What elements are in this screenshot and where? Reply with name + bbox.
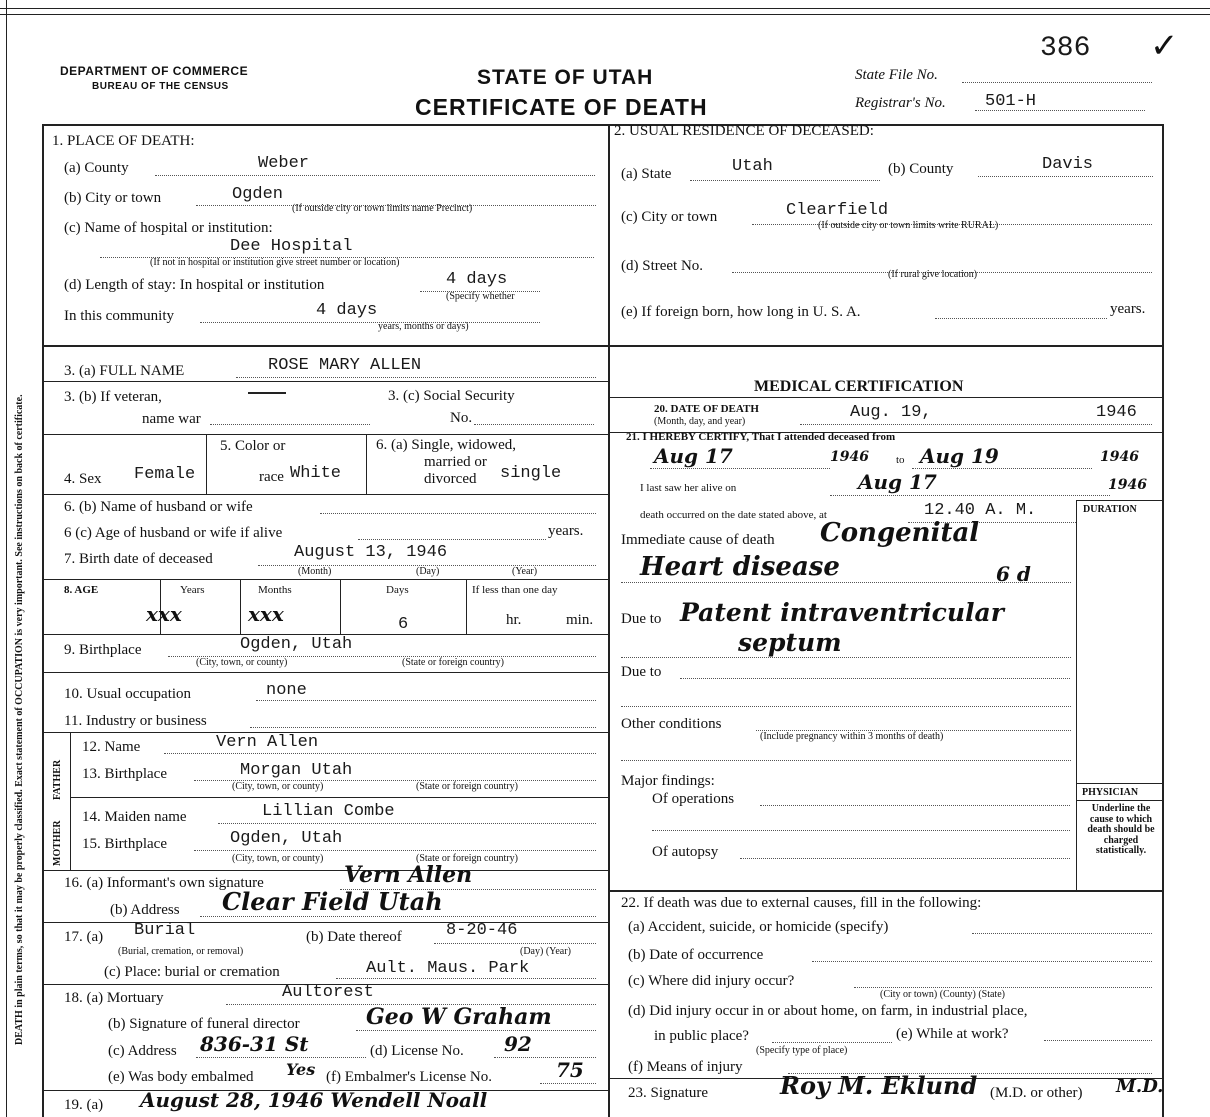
md-label: (M.D. or other) <box>990 1085 1083 1101</box>
burial-place-value: Ault. Maus. Park <box>366 959 530 978</box>
mother-birthplace-value: Ogden, Utah <box>230 829 343 848</box>
item19-value: August 28, 1946 Wendell Noall <box>140 1088 488 1112</box>
mortuary-address-value: 836-31 St <box>200 1032 309 1056</box>
death-county-value: Weber <box>258 154 310 173</box>
state-title: STATE OF UTAH <box>477 66 654 89</box>
autopsy-label: Of autopsy <box>652 844 719 860</box>
last-saw-label: I last saw her alive on <box>640 482 737 494</box>
husband-age-label: 6 (c) Age of husband or wife if alive <box>64 525 283 541</box>
embalmed-value: Yes <box>286 1060 316 1079</box>
age-days-value: 6 <box>398 615 409 634</box>
age-months-value: xxx <box>248 602 284 626</box>
hospital-label: (c) Name of hospital or institution: <box>64 220 273 236</box>
side-instructions: DEATH in plain terms, so that it may be properly classified. Exact statement of OCCUPATION is very important. See instructions on back of certificate. <box>14 394 25 1045</box>
age-min-label: min. <box>566 612 594 628</box>
veteran-dash <box>248 392 286 394</box>
birthplace-label: 9. Birthplace <box>64 642 142 658</box>
external-heading: 22. If death was due to external causes, fill in the following: <box>621 895 982 911</box>
age-years-value: xxx <box>146 602 182 626</box>
community-label: In this community <box>64 308 174 324</box>
death-county-label: (a) County <box>64 160 129 176</box>
residence-state-value: Utah <box>732 157 773 176</box>
informant-signature: Vern Allen <box>344 862 473 888</box>
community-note: years, months or days) <box>378 321 469 332</box>
due-to2-label: Due to <box>621 664 662 680</box>
industry-label: 11. Industry or business <box>64 713 207 729</box>
ss-no-label: No. <box>450 410 473 426</box>
occupation-value: none <box>266 681 307 700</box>
father-name-label: 12. Name <box>82 739 141 755</box>
death-city-label: (b) City or town <box>64 190 162 206</box>
external-e: (e) While at work? <box>896 1026 1009 1042</box>
external-d2-note: (Specify type of place) <box>756 1045 848 1056</box>
marital-value: single <box>500 464 562 483</box>
external-c-note: (City or town) (County) (State) <box>880 989 1005 1000</box>
state-file-number: 386 <box>1040 33 1091 64</box>
due-to-label: Due to <box>621 611 662 627</box>
certify-label: 21. I HEREBY CERTIFY, That I attended deceased from <box>626 431 896 443</box>
last-saw-year: 1946 <box>1108 477 1147 493</box>
item19-label: 19. (a) <box>64 1097 104 1113</box>
father-birthplace-label: 13. Birthplace <box>82 766 167 782</box>
certificate-title: CERTIFICATE OF DEATH <box>415 94 708 120</box>
residence-state-label: (a) State <box>621 166 672 182</box>
race-value: White <box>290 464 342 483</box>
mother-city-note: (City, town, or county) <box>232 853 324 864</box>
immediate-cause-1: Congenital <box>820 518 980 548</box>
embalmer-license-value: 75 <box>556 1058 584 1082</box>
sex-value: Female <box>134 465 196 484</box>
ss-label: 3. (c) Social Security <box>388 388 515 404</box>
mortuary-address-label: (c) Address <box>108 1043 177 1059</box>
birth-date-value: August 13, 1946 <box>294 543 448 562</box>
residence-city-label: (c) City or town <box>621 209 718 225</box>
immediate-label: Immediate cause of death <box>621 532 775 548</box>
external-b: (b) Date of occurrence <box>628 947 764 963</box>
attended-from: Aug 17 <box>654 444 733 468</box>
age-hr-label: hr. <box>506 612 522 628</box>
stay-community-value: 4 days <box>316 301 378 320</box>
mortuary-label: 18. (a) Mortuary <box>64 990 164 1006</box>
operations-label: Of operations <box>652 791 735 807</box>
foreign-born-label: (e) If foreign born, how long in U. S. A. <box>621 304 861 320</box>
mother-state-note: (State or foreign country) <box>416 853 518 864</box>
physician-note: Underline the cause to which death should be charged statistically. <box>1087 803 1155 856</box>
date-death-label: 20. DATE OF DEATH <box>654 403 759 415</box>
last-saw-value: Aug 17 <box>858 470 937 494</box>
husband-age-years: years. <box>548 523 584 539</box>
mother-birthplace-label: 15. Birthplace <box>82 836 167 852</box>
burial-date-value: 8-20-46 <box>446 921 518 940</box>
father-state-note: (State or foreign country) <box>416 781 518 792</box>
immediate-duration: 6 d <box>996 562 1031 586</box>
due-to-2: septum <box>738 628 842 657</box>
occurred-label: death occurred on the date stated above, at <box>640 509 827 521</box>
residence-city-value: Clearfield <box>786 201 889 220</box>
embalmed-label: (e) Was body embalmed <box>108 1069 254 1085</box>
death-city-note: (If outside city or town limits name Precinct) <box>292 203 473 214</box>
license-label: (d) License No. <box>370 1043 464 1059</box>
stay-hospital-value: 4 days <box>446 270 508 289</box>
date-death-note: (Month, day, and year) <box>654 416 746 427</box>
mother-side-label: MOTHER <box>52 820 63 866</box>
external-c: (c) Where did injury occur? <box>628 973 795 989</box>
time-value: 12.40 A. M. <box>924 501 1037 520</box>
age-label: 8. AGE <box>64 584 99 596</box>
external-f: (f) Means of injury <box>628 1059 743 1075</box>
physician-head: PHYSICIAN <box>1082 787 1139 798</box>
birth-date-label: 7. Birth date of deceased <box>64 551 213 567</box>
birthplace-city-note: (City, town, or county) <box>196 657 288 668</box>
immediate-cause-2: Heart disease <box>640 552 840 582</box>
due-to-1: Patent intraventricular <box>680 598 1004 627</box>
director-signature: Geo W Graham <box>366 1004 552 1030</box>
other-note: (Include pregnancy within 3 months of death) <box>760 731 944 742</box>
burial-place-label: (c) Place: burial or cremation <box>104 964 280 980</box>
father-city-note: (City, town, or county) <box>232 781 324 792</box>
mother-maiden-label: 14. Maiden name <box>82 809 187 825</box>
check-mark: ✓ <box>1150 28 1179 65</box>
embalmer-label: (f) Embalmer's License No. <box>326 1069 492 1085</box>
marital-label-3: divorced <box>424 471 477 487</box>
residence-heading: 2. USUAL RESIDENCE OF DECEASED: <box>614 123 874 139</box>
marital-label-2: married or <box>424 454 487 470</box>
residence-street-note: (If rural give location) <box>888 269 978 280</box>
date-death-year: 1946 <box>1096 403 1137 422</box>
other-label: Other conditions <box>621 716 722 732</box>
sex-label: 4. Sex <box>64 471 102 487</box>
hospital-note: (If not in hospital or institution give street number or location) <box>150 257 400 268</box>
external-d2: in public place? <box>654 1028 749 1044</box>
veteran-label: 3. (b) If veteran, <box>64 389 162 405</box>
burial-value: Burial <box>134 921 196 940</box>
external-d: (d) Did injury occur in or about home, on farm, in industrial place, <box>628 1003 1028 1019</box>
father-name-value: Vern Allen <box>216 733 319 752</box>
color-label: 5. Color or <box>220 438 286 454</box>
md-value: M.D. <box>1116 1076 1164 1097</box>
dept-name: DEPARTMENT OF COMMERCE <box>60 64 249 78</box>
attended-to: Aug 19 <box>920 444 999 468</box>
burial-label: 17. (a) <box>64 929 104 945</box>
hospital-value: Dee Hospital <box>230 237 353 256</box>
registrar-number: 501-H <box>985 92 1037 111</box>
informant-address: Clear Field Utah <box>222 887 443 916</box>
marital-label-1: 6. (a) Single, widowed, <box>376 437 516 453</box>
burial-date-label: (b) Date thereof <box>306 929 402 945</box>
director-sig-label: (b) Signature of funeral director <box>108 1016 300 1032</box>
bureau-name: BUREAU OF THE CENSUS <box>92 81 229 92</box>
birth-month-note: (Month) <box>298 566 332 577</box>
mortuary-value: Aultorest <box>282 983 374 1002</box>
residence-city-note: (If outside city or town limits write RURAL) <box>818 220 999 231</box>
stay-label: (d) Length of stay: In hospital or institution <box>64 277 325 293</box>
husband-name-label: 6. (b) Name of husband or wife <box>64 499 253 515</box>
date-death-value: Aug. 19, <box>850 403 932 422</box>
race-label: race <box>259 469 284 485</box>
signature-label: 23. Signature <box>628 1085 708 1101</box>
name-war-label: name war <box>142 411 201 427</box>
birth-year-note: (Year) <box>512 566 538 577</box>
full-name-value: ROSE MARY ALLEN <box>268 356 422 375</box>
age-less-head: If less than one day <box>472 584 558 596</box>
attended-from-year: 1946 <box>830 449 869 465</box>
stay-note: (Specify whether <box>446 291 515 302</box>
informant-address-label: (b) Address <box>110 902 180 918</box>
residence-county-value: Davis <box>1042 155 1094 174</box>
place-of-death-heading: 1. PLACE OF DEATH: <box>52 133 195 149</box>
age-years-head: Years <box>180 584 205 596</box>
father-birthplace-value: Morgan Utah <box>240 761 353 780</box>
full-name-label: 3. (a) FULL NAME <box>64 363 185 379</box>
death-city-value: Ogden <box>232 185 284 204</box>
residence-county-label: (b) County <box>888 161 954 177</box>
occupation-label: 10. Usual occupation <box>64 686 192 702</box>
external-a: (a) Accident, suicide, or homicide (specify) <box>628 919 889 935</box>
to-label: to <box>896 454 905 466</box>
burial-note: (Burial, cremation, or removal) <box>118 946 244 957</box>
registrar-label: Registrar's No. <box>855 95 946 111</box>
birthplace-state-note: (State or foreign country) <box>402 657 504 668</box>
medical-heading: MEDICAL CERTIFICATION <box>754 378 964 395</box>
birth-day-note: (Day) <box>416 566 440 577</box>
major-findings-label: Major findings: <box>621 773 715 789</box>
residence-street-label: (d) Street No. <box>621 258 704 274</box>
foreign-years-label: years. <box>1110 301 1146 317</box>
informant-sig-label: 16. (a) Informant's own signature <box>64 875 264 891</box>
license-value: 92 <box>504 1032 532 1056</box>
birthplace-value: Ogden, Utah <box>240 635 353 654</box>
mother-maiden-value: Lillian Combe <box>262 802 395 821</box>
age-months-head: Months <box>258 584 292 596</box>
duration-head: DURATION <box>1083 504 1137 515</box>
physician-signature: Roy M. Eklund <box>780 1071 978 1100</box>
burial-date-note: (Day) (Year) <box>520 946 571 957</box>
attended-to-year: 1946 <box>1100 449 1139 465</box>
father-side-label: FATHER <box>52 759 63 800</box>
age-days-head: Days <box>386 584 409 596</box>
state-file-label: State File No. <box>855 67 938 83</box>
